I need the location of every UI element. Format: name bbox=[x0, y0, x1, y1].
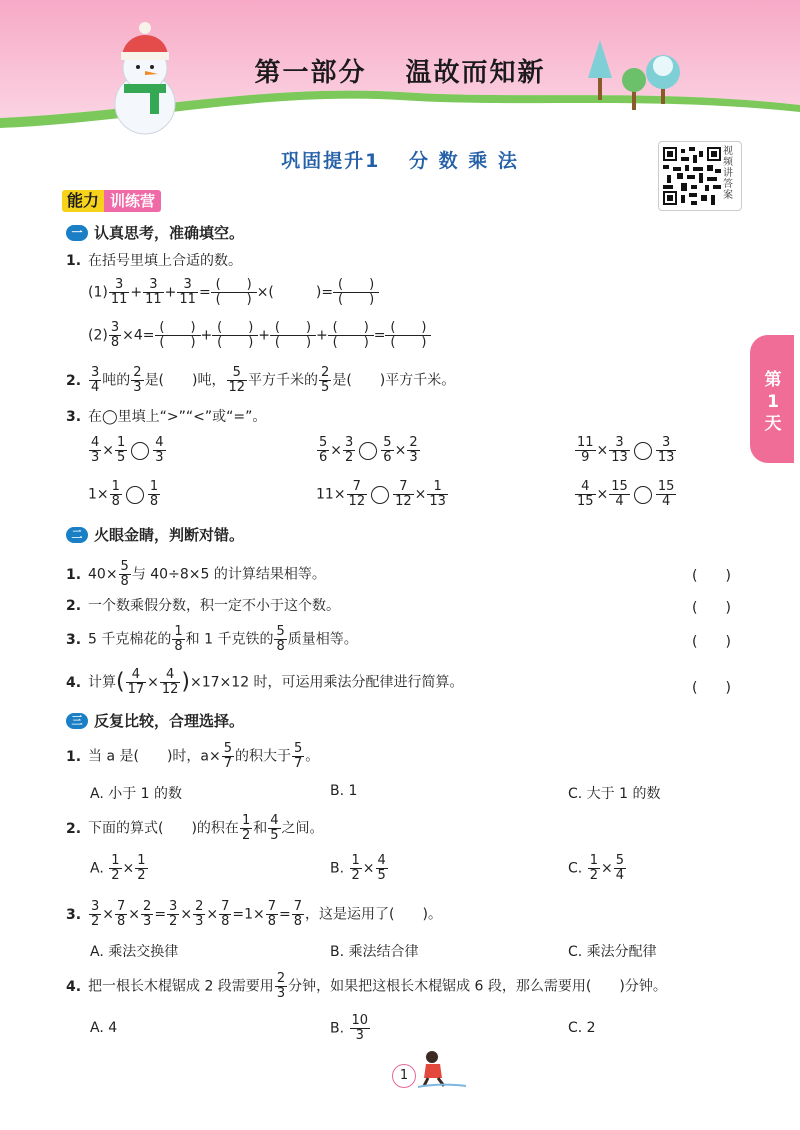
option-b[interactable]: B. 乘法结合律 bbox=[330, 944, 419, 960]
qr-code-icon bbox=[663, 147, 721, 205]
compare-circle[interactable] bbox=[371, 486, 389, 504]
question-number: 4. bbox=[66, 674, 82, 691]
option-b[interactable]: B. 1 bbox=[330, 783, 358, 799]
answer-blank[interactable]: ( ) ( ) bbox=[155, 321, 201, 350]
s3-q3: 3. $\frac{3}{2}$ × $\frac{7}{8}$ × $\frac{2}{3}$ = $\frac{3}{2}$ × $\frac{2}{3}$ × $\frac{7}{8}$ =1× $\frac{7}{8}$ = $\frac{7}{8}$ ，这是运用了( )。 bbox=[66, 899, 442, 929]
s3-q2: 2. 下面的算式( )的积在 $\frac{1}{2}$ 和 $\frac{4}{5}$ 之间。 bbox=[66, 813, 324, 843]
question-number: 2. bbox=[66, 372, 82, 389]
question-number: 3. bbox=[66, 906, 82, 923]
judge-paren[interactable]: ( ) bbox=[692, 634, 731, 650]
s1-q1-part2: (2) $\frac{3}{8}$ ×4= ( ) ( ) + ( ) ( ) + ( ) ( ) + ( ) ( ) = ( ) ( ) bbox=[88, 321, 431, 350]
option-a[interactable]: A. $\frac{1}{2}$ × $\frac{1}{2}$ bbox=[90, 853, 146, 883]
compare-6: $\frac{4}{15}$ × $\frac{15}{4}$ $\frac{15}{4}$ bbox=[577, 479, 675, 509]
compare-2: $\frac{5}{6}$ × $\frac{3}{2}$ $\frac{5}{6}$ × $\frac{2}{3}$ bbox=[319, 435, 418, 465]
text: 把一根长木棍锯成 2 段需要用 bbox=[88, 978, 274, 995]
section-3-title: 反复比较，合理选择。 bbox=[94, 712, 245, 730]
s3-q4: 4. 把一根长木棍锯成 2 段需要用 $\frac{2}{3}$ 分钟，如果把这根长木棍锯成 6 段，那么需要用( )分钟。 bbox=[66, 971, 667, 1001]
text: ×17×12 时，可运用乘法分配律进行简算。 bbox=[190, 674, 464, 691]
skater-icon bbox=[414, 1048, 470, 1090]
answer-blank[interactable]: ( ) ( ) bbox=[328, 321, 374, 350]
section-2-number: 二 bbox=[66, 527, 88, 543]
day-tab bbox=[750, 335, 794, 463]
text: 计算 bbox=[88, 674, 116, 691]
s2-q1: 1. 40× $\frac{5}{8}$ 与 40÷8×5 的计算结果相等。 bbox=[66, 559, 326, 589]
text: 是( )平方千米。 bbox=[332, 372, 456, 389]
question-number: 2. bbox=[66, 598, 82, 614]
text: 和 1 千克铁的 bbox=[185, 631, 274, 648]
answer-blank[interactable]: ( ) ( ) bbox=[270, 321, 316, 350]
text: 40× bbox=[88, 566, 118, 583]
text: 平方千米的 bbox=[248, 372, 319, 389]
text: 和 bbox=[253, 820, 268, 837]
question-text: 在括号里填上合适的数。 bbox=[88, 253, 242, 269]
part-label: (2) bbox=[88, 327, 108, 344]
text: 下面的算式( )的积在 bbox=[88, 820, 239, 837]
text: 是( )吨， bbox=[144, 372, 226, 389]
option-c[interactable]: C. 2 bbox=[568, 1020, 596, 1036]
text: 吨的 bbox=[102, 372, 131, 389]
part-label: (1) bbox=[88, 284, 108, 301]
day-tab-label: 第1天 bbox=[764, 370, 782, 434]
question-number: 2. bbox=[66, 820, 82, 837]
text: 5 千克棉花的 bbox=[88, 631, 172, 648]
question-number: 1. bbox=[66, 566, 82, 583]
text: 质量相等。 bbox=[287, 631, 358, 648]
section-1-number: 一 bbox=[66, 225, 88, 241]
option-a[interactable]: A. 乘法交换律 bbox=[90, 944, 179, 960]
text: 之间。 bbox=[281, 820, 324, 837]
question-number: 3. bbox=[66, 409, 82, 425]
answer-blank[interactable]: ( ) ( ) bbox=[211, 278, 257, 307]
lesson-label: 巩固提升1 bbox=[281, 150, 381, 172]
section-2-header bbox=[66, 524, 244, 546]
text: ，这是运用了( )。 bbox=[305, 906, 442, 923]
option-b[interactable]: B. $\frac{1}{2}$ × $\frac{4}{5}$ bbox=[330, 853, 386, 883]
section-2-title: 火眼金睛，判断对错。 bbox=[94, 526, 245, 544]
compare-3: $\frac{11}{9}$ × $\frac{3}{13}$ $\frac{3}{13}$ bbox=[577, 435, 675, 465]
text: 。 bbox=[305, 748, 320, 765]
option-a[interactable]: A. 4 bbox=[90, 1020, 118, 1036]
judge-paren[interactable]: ( ) bbox=[692, 568, 731, 584]
question-number: 3. bbox=[66, 631, 82, 648]
question-number: 4. bbox=[66, 978, 82, 995]
s3-q1: 1. 当 a 是( )时，a× $\frac{5}{7}$ 的积大于 $\frac{5}{7}$ 。 bbox=[66, 741, 320, 771]
s2-q4: 4. 计算( $\frac{4}{17}$ × $\frac{4}{12}$ )×17×12 时，可运用乘法分配律进行简算。 bbox=[66, 667, 464, 697]
s1-q1-part1: (1) $\frac{3}{11}$ + $\frac{3}{11}$ + $\frac{3}{11}$ = ( ) ( ) ×( )= ( ) ( ) bbox=[88, 278, 379, 307]
multiply-text: ×4= bbox=[122, 327, 155, 344]
question-number: 1. bbox=[66, 253, 82, 269]
text: 当 a 是( )时，a× bbox=[88, 748, 221, 765]
option-a[interactable]: A. 小于 1 的数 bbox=[90, 786, 183, 802]
question-text: 在◯里填上“>”“<”或“=”。 bbox=[88, 409, 267, 425]
part-label: 第一部分 bbox=[254, 58, 367, 88]
question-number: 1. bbox=[66, 748, 82, 765]
answer-blank[interactable]: ( ) ( ) bbox=[333, 278, 379, 307]
page-number: 1 bbox=[392, 1064, 416, 1088]
compare-4: 1× $\frac{1}{8}$ $\frac{1}{8}$ bbox=[88, 479, 159, 509]
option-c[interactable]: C. 乘法分配律 bbox=[568, 944, 657, 960]
s1-q2: 2. $\frac{3}{4}$ 吨的 $\frac{2}{3}$ 是( )吨， $\frac{5}{12}$ 平方千米的 $\frac{2}{5}$ 是( )平方千米。 bbox=[66, 365, 456, 395]
s1-q3 bbox=[66, 407, 266, 427]
section-3-number: 三 bbox=[66, 713, 88, 729]
option-b-label: B. bbox=[330, 1020, 345, 1037]
lesson-name: 分 数 乘 法 bbox=[409, 150, 519, 172]
compare-1: $\frac{4}{3}$ × $\frac{1}{5}$ $\frac{4}{3}$ bbox=[91, 435, 164, 465]
text: 与 40÷8×5 的计算结果相等。 bbox=[131, 566, 326, 583]
text: 的积大于 bbox=[235, 748, 291, 765]
part-subtitle: 温故而知新 bbox=[405, 58, 546, 88]
compare-circle[interactable] bbox=[126, 486, 144, 504]
answer-blank[interactable]: ( ) ( ) bbox=[385, 321, 431, 350]
compare-circle[interactable] bbox=[634, 486, 652, 504]
text: 一个数乘假分数，积一定不小于这个数。 bbox=[88, 598, 340, 614]
judge-paren[interactable]: ( ) bbox=[692, 680, 731, 696]
compare-circle[interactable] bbox=[634, 442, 652, 460]
qr-code[interactable] bbox=[658, 141, 742, 211]
section-1-header bbox=[66, 222, 244, 244]
compare-5: 11× $\frac{7}{12}$ $\frac{7}{12}$ × $\frac{1}{13}$ bbox=[316, 479, 446, 509]
ability-badge-a: 能力 bbox=[62, 190, 104, 212]
ability-badge-b: 训练营 bbox=[104, 190, 161, 212]
option-b[interactable]: B. $\frac{10}{3}$ bbox=[330, 1013, 369, 1043]
section-1-title: 认真思考，准确填空。 bbox=[94, 224, 245, 242]
option-c[interactable]: C. $\frac{1}{2}$ × $\frac{5}{4}$ bbox=[568, 853, 624, 883]
qr-label: 视频讲答案 bbox=[723, 146, 733, 201]
s2-q2 bbox=[66, 596, 340, 616]
ability-badge bbox=[62, 190, 161, 212]
section-3-header bbox=[66, 710, 244, 732]
compare-circle[interactable] bbox=[359, 442, 377, 460]
answer-blank[interactable]: ( ) ( ) bbox=[212, 321, 258, 350]
s1-q1 bbox=[66, 251, 242, 271]
compare-circle[interactable] bbox=[131, 442, 149, 460]
text: 分钟，如果把这根长木棍锯成 6 段，那么需要用( )分钟。 bbox=[288, 978, 667, 995]
judge-paren[interactable]: ( ) bbox=[692, 600, 731, 616]
s2-q3: 3. 5 千克棉花的 $\frac{1}{8}$ 和 1 千克铁的 $\frac{5}{8}$ 质量相等。 bbox=[66, 624, 358, 654]
part-title bbox=[0, 52, 800, 89]
option-c[interactable]: C. 大于 1 的数 bbox=[568, 786, 661, 802]
